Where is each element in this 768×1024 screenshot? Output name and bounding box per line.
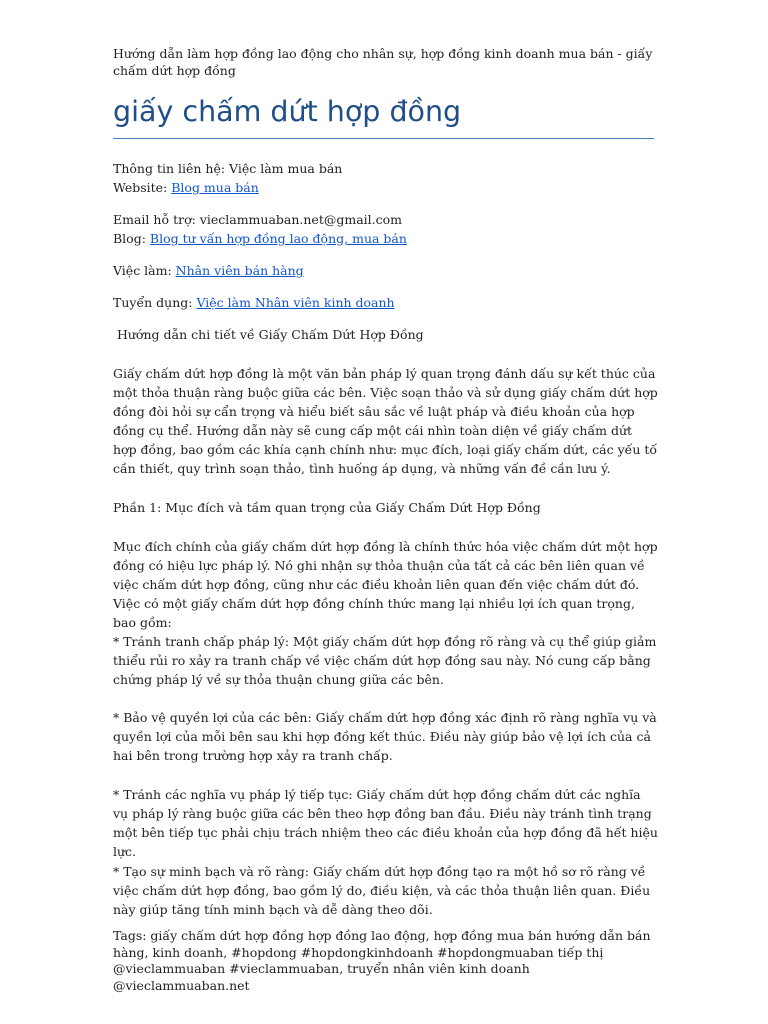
blog-line <box>113 229 407 248</box>
bullet-item: * Tránh các nghĩa vụ pháp lý tiếp tục: Giấy chấm dứt hợp đồng chấm dứt các nghĩa vụ pháp lý ràng buộc giữa các bên theo hợp đồng ban đầu. Điều này tránh tình trạng một bên tiếp tục phải chịu trách nhiệm theo các điều khoản của hợp đồng đã hết hiệu lực. <box>113 787 658 859</box>
contact-info: Thông tin liên hệ: Việc làm mua bán <box>113 161 343 176</box>
recruit-label: Tuyển dụng: <box>113 295 197 310</box>
guide-heading: Hướng dẫn chi tiết về Giấy Chấm Dứt Hợp Đồng <box>113 327 424 342</box>
website-label: Website: <box>113 180 172 195</box>
blog-link[interactable]: Blog tư vấn hợp đồng lao động, mua bán <box>149 231 407 246</box>
recruit-link[interactable]: Việc làm Nhân viên kinh doanh <box>196 295 395 310</box>
job-link[interactable]: Nhân viên bán hàng <box>175 263 304 278</box>
part1-heading: Phần 1: Mục đích và tầm quan trọng của Giấy Chấm Dứt Hợp Đồng <box>113 500 541 515</box>
bullet-item: * Tránh tranh chấp pháp lý: Một giấy chấm dứt hợp đồng rõ ràng và cụ thể giúp giảm thiểu rủi ro xảy ra tranh chấp về việc chấm dứt hợp đồng sau này. Nó cung cấp bằng chứng pháp lý về sự thỏa thuận chung giữa các bên. <box>113 634 657 687</box>
document-header: Hướng dẫn làm hợp đồng lao động cho nhân sự, hợp đồng kinh doanh mua bán - giấy chấm dứt hợp đồng <box>113 46 653 78</box>
email-line: Email hỗ trợ: vieclammuaban.net@gmail.com <box>113 212 403 227</box>
intro-paragraph: Giấy chấm dứt hợp đồng là một văn bản pháp lý quan trọng đánh dấu sự kết thúc của một thỏa thuận ràng buộc giữa các bên. Việc soạn thảo và sử dụng giấy chấm dứt hợp đồng đòi hỏi sự cẩn trọng và hiểu biết sâu sắc về luật pháp và điều khoản của hợp đồng cụ thể. Hướng dẫn này sẽ cung cấp một cái nhìn toàn diện về giấy chấm dứt hợp đồng, bao gồm các khía cạnh chính như: mục đích, loại giấy chấm dứt, các yếu tố cần thiết, quy trình soạn thảo, tình huống áp dụng, và những vấn đề cần lưu ý. <box>113 366 658 476</box>
bullet-item: * Bảo vệ quyền lợi của các bên: Giấy chấm dứt hợp đồng xác định rõ ràng nghĩa vụ và quyền lợi của mỗi bên sau khi hợp đồng kết thúc. Điều này giúp bảo vệ lợi ích của cả hai bên trong trường hợp xảy ra tranh chấp. <box>113 710 657 763</box>
website-link[interactable]: Blog mua bán <box>171 180 259 195</box>
page-title: giấy chấm dứt hợp đồng <box>113 92 654 139</box>
recruit-line <box>113 293 395 312</box>
bullet-item: * Tạo sự minh bạch và rõ ràng: Giấy chấm dứt hợp đồng tạo ra một hồ sơ rõ ràng về việc chấm dứt hợp đồng, bao gồm lý do, điều kiện, và các thỏa thuận liên quan. Điều này giúp tăng tính minh bạch và dễ dàng theo dõi. <box>113 864 651 917</box>
part1-intro-paragraph: Mục đích chính của giấy chấm dứt hợp đồng là chính thức hóa việc chấm dứt một hợp đồng có hiệu lực pháp lý. Nó ghi nhận sự thỏa thuận của tất cả các bên liên quan về việc chấm dứt hợp đồng, cũng như các điều khoản liên quan đến việc chấm dứt đó. Việc có một giấy chấm dứt hợp đồng chính thức mang lại nhiều lợi ích quan trọng, bao gồm: <box>113 539 658 630</box>
job-line <box>113 261 304 280</box>
tags-line: Tags: giấy chấm dứt hợp đồng hợp đồng lao động, hợp đồng mua bán hướng dẫn bán hàng, kinh doanh, #hopdong #hopdongkinhdoanh #hopdongmuaban tiếp thị @vieclammuaban #vieclammuaban, truyển nhân viên kinh doanh @vieclammuaban.net <box>113 928 651 993</box>
blog-label: Blog: <box>113 231 150 246</box>
website-line <box>113 178 259 197</box>
job-label: Việc làm: <box>113 263 176 278</box>
